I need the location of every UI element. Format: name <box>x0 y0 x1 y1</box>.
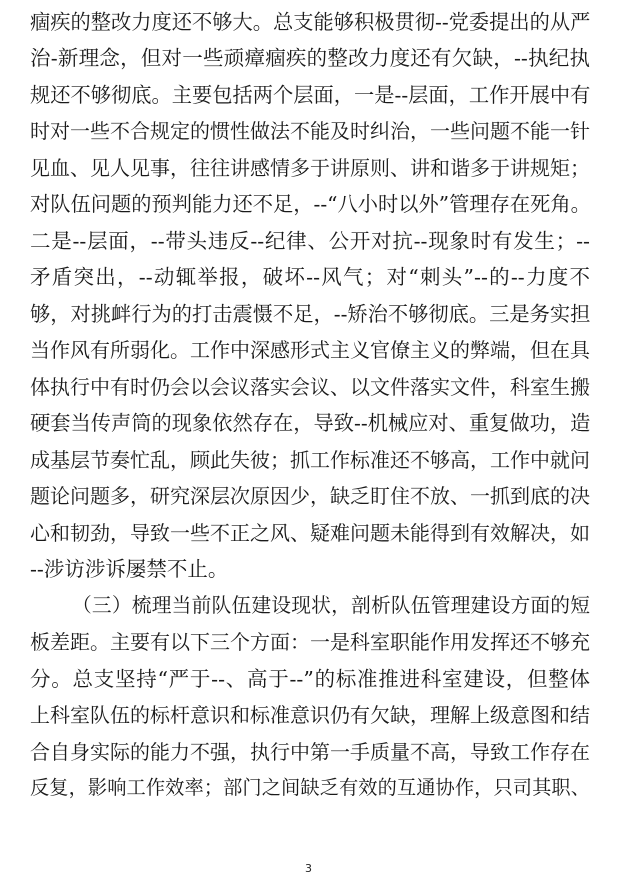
text-line: 硬套当传声筒的现象依然存在，导致--机械应对、重复做功，造 <box>30 411 591 435</box>
text-line: 板差距。主要有以下三个方面：一是科室职能作用发挥还不够充 <box>30 630 590 654</box>
text-line: 分。总支坚持“严于--、高于--”的标准推进科室建设，但整体 <box>30 667 590 691</box>
text-line: 痼疾的整改力度还不够大。总支能够积极贯彻--党委提出的从严 <box>30 10 591 34</box>
text-line: 心和韧劲，导致一些不正之风、疑难问题未能得到有效解决，如 <box>30 521 590 545</box>
text-line: 体执行中有时仍会以会议落实会议、以文件落实文件，科室生搬 <box>30 375 590 399</box>
text-line: 够，对挑衅行为的打击震慑不足，--矫治不够彻底。三是务实担 <box>30 302 591 326</box>
text-line: （三）梳理当前队伍建设现状，剖析队伍管理建设方面的短 <box>72 594 590 617</box>
text-line: 合自身实际的能力不强，执行中第一手质量不高，导致工作存在 <box>30 740 590 764</box>
text-line: 规还不够彻底。主要包括两个层面，一是--层面，工作开展中有 <box>30 83 591 107</box>
text-line: 反复，影响工作效率；部门之间缺乏有效的互通协作，只司其职、 <box>30 776 590 799</box>
text-line: 上科室队伍的标杆意识和标准意识仍有欠缺，理解上级意图和结 <box>30 703 590 727</box>
text-line: 成基层节奏忙乱，顾此失彼；抓工作标准还不够高，工作中就问 <box>30 448 590 472</box>
text-line: --涉访涉诉屡禁不止。 <box>30 557 229 581</box>
page-number: 3 <box>305 862 312 875</box>
text-line: 时对一些不合规定的惯性做法不能及时纠治，一些问题不能一针 <box>30 119 590 143</box>
text-line: 矛盾突出，--动辄举报，破坏--风气；对“刺头”--的--力度不 <box>30 265 590 289</box>
text-line: 题论问题多，研究深层次原因少，缺乏盯住不放、一抓到底的决 <box>30 484 590 508</box>
text-line: 见血、见人见事，往往讲感情多于讲原则、讲和谐多于讲规矩； <box>30 156 590 180</box>
text-line: 当作风有所弱化。工作中深感形式主义官僚主义的弊端，但在具 <box>30 338 590 362</box>
text-line: 二是--层面，--带头违反--纪律、公开对抗--现象时有发生；-- <box>30 229 590 253</box>
text-line: 对队伍问题的预判能力还不足，--“八小时以外”管理存在死角。 <box>30 192 591 216</box>
text-line: 治-新理念，但对一些顽瘴痼疾的整改力度还有欠缺，--执纪执 <box>30 46 590 70</box>
